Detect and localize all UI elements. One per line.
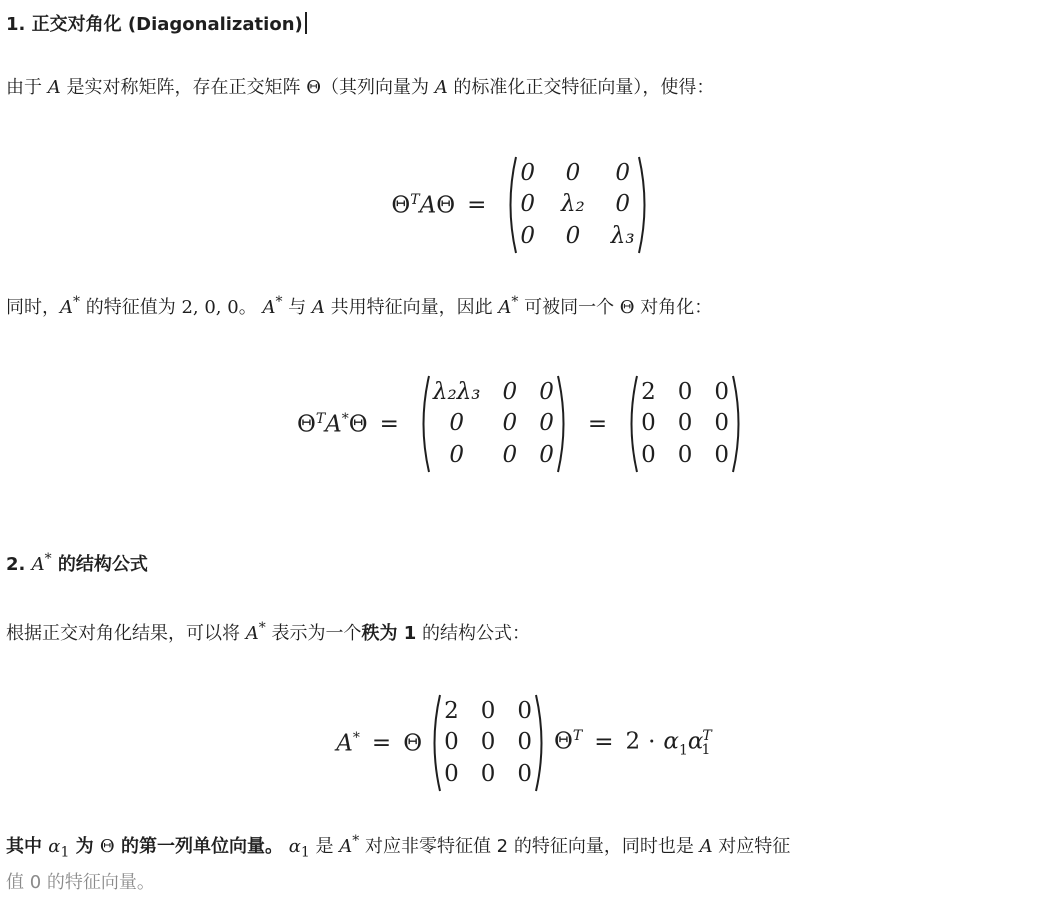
equation-structure-formula [0, 690, 1048, 796]
matrix-cell: 0 [539, 379, 554, 405]
right-paren [534, 693, 548, 793]
matrix-cells [639, 374, 731, 474]
bold-rank-one: 秩为 1 [361, 623, 417, 644]
text-run: 根据正交对角化结果，可以将 [6, 623, 246, 644]
math-A: A [699, 836, 713, 857]
matrix-cell: 0 [520, 191, 535, 218]
matrix-cell: 0 [641, 441, 656, 468]
left-paren [625, 374, 639, 474]
bold-text: 其中 [6, 836, 49, 857]
math-theta: Θ [99, 836, 115, 857]
math-A-star: A* [339, 833, 360, 857]
text-run: 的特征值为 [80, 297, 182, 318]
matrix-cell: 0 [480, 698, 496, 724]
matrix-cells [442, 693, 534, 793]
matrix-cell: 0 [520, 160, 535, 186]
text-run: 与 [282, 297, 312, 318]
left-paren [417, 374, 431, 474]
matrix-cell: 0 [444, 760, 459, 787]
matrix-cell: 0 [520, 222, 535, 249]
matrix-cell: λ₂ [560, 191, 585, 218]
text-run: 可被同一个 [518, 297, 620, 318]
heading-text: 的结构公式 [51, 554, 148, 575]
text-run: 是实对称矩阵，存在正交矩阵 [60, 77, 307, 98]
math-A-star: A* [262, 294, 283, 318]
matrix-cell: 0 [444, 729, 459, 756]
bold-text: 的第一列单位向量。 [114, 836, 283, 857]
text-run: 由于 [6, 77, 48, 98]
matrix-cell: 0 [677, 410, 693, 437]
matrix-cell: 0 [641, 410, 656, 437]
matrix-cell: 0 [502, 410, 518, 437]
math-theta: Θ [306, 77, 321, 98]
bold-text: 为 [69, 836, 100, 857]
matrix-cell: 0 [449, 410, 465, 437]
matrix-cell: 0 [517, 698, 532, 724]
equation-diagonal-A [0, 152, 1048, 258]
equals-sign: = [587, 411, 608, 437]
matrix-cell: 0 [539, 441, 554, 468]
matrix-cell: 0 [677, 379, 693, 405]
right-paren [556, 374, 570, 474]
matrix-cell: 0 [565, 222, 581, 249]
equation-diagonal-A-star [0, 370, 1048, 478]
math-alpha-1: $\alpha_1$ [288, 836, 310, 861]
text-run: （其列向量为 [320, 77, 435, 98]
matrix-cells [431, 374, 556, 474]
eq1-lhs: $\Theta^TA\Theta$ = [391, 191, 487, 219]
matrix-eq2-left [417, 374, 570, 474]
math-theta: Θ [619, 297, 635, 318]
section-heading-diagonalization [6, 10, 307, 36]
matrix-cell: 0 [714, 441, 730, 468]
eq2-lhs: $\Theta^TA^*\Theta$ = [296, 410, 399, 438]
math-A-star: A* [498, 294, 519, 318]
left-paren [504, 155, 518, 255]
matrix-eq1 [504, 155, 650, 255]
matrix-cell: 0 [449, 441, 465, 468]
matrix-cell: 0 [565, 160, 581, 186]
math-A: A [434, 77, 448, 98]
matrix-cell: λ₂λ₃ [432, 379, 481, 405]
matrix-cell: 0 [539, 410, 554, 437]
text-run: 共用特征向量，因此 [324, 297, 499, 318]
paragraph-adjugate-eigen [6, 288, 712, 322]
text-run: 对应非零特征值 2 的特征向量，同时也是 [359, 836, 700, 857]
math-A: A [311, 297, 325, 318]
matrix-cell: λ₃ [610, 222, 635, 249]
matrix-cell: 0 [714, 379, 730, 405]
math-A-star: A* [60, 294, 80, 318]
heading-text: 1. 正交对角化 (Diagonalization) [6, 14, 303, 35]
matrix-cell: 0 [502, 379, 518, 405]
matrix-eq2-right [625, 374, 745, 474]
matrix-cell: 0 [677, 441, 693, 468]
matrix-cell: 0 [714, 410, 730, 437]
matrix-cell: 0 [517, 729, 532, 756]
text-run: 表示为一个 [265, 623, 362, 644]
left-paren [428, 693, 442, 793]
eigenvalues: 2, 0, 0 [181, 297, 239, 318]
math-A: A [47, 77, 61, 98]
matrix-cell: 2 [444, 698, 459, 724]
text-run: 。 [238, 297, 263, 318]
text-cursor [305, 12, 307, 34]
text-run: 对应特征 [712, 836, 791, 857]
paragraph-eigenvector-note [6, 826, 1046, 898]
right-paren [731, 374, 745, 474]
text-run-faded: 值 0 的特征向量。 [6, 871, 155, 893]
matrix-cell: 0 [502, 441, 518, 468]
eq3-lhs: A* = Θ [336, 729, 423, 757]
text-run: 的结构公式： [416, 623, 530, 644]
text-run: 同时， [6, 297, 60, 318]
section-heading-structure-formula [6, 550, 148, 576]
matrix-cell: 0 [480, 760, 496, 787]
math-A-star: A* [31, 551, 52, 575]
matrix-cell: 2 [641, 379, 656, 405]
matrix-cell: 0 [480, 729, 496, 756]
math-alpha-1: $\alpha_1$ [48, 836, 70, 861]
matrix-cell: 0 [615, 191, 631, 218]
paragraph-intro [6, 74, 714, 102]
heading-number: 2. [6, 554, 32, 575]
matrix-cell: 0 [615, 160, 631, 186]
math-A-star: A* [245, 620, 266, 644]
matrix-eq3 [428, 693, 548, 793]
matrix-cells [518, 155, 636, 255]
text-run: 的标准化正交特征向量），使得： [447, 77, 715, 98]
eq3-rhs: $\Theta^T = 2 \cdot \alpha_1\alpha_1^T$ [553, 727, 712, 759]
text-run: 是 [309, 836, 340, 857]
text-run: 对角化： [634, 297, 713, 318]
right-paren [637, 155, 651, 255]
matrix-cell: 0 [517, 760, 532, 787]
paragraph-rank-one [6, 614, 530, 648]
